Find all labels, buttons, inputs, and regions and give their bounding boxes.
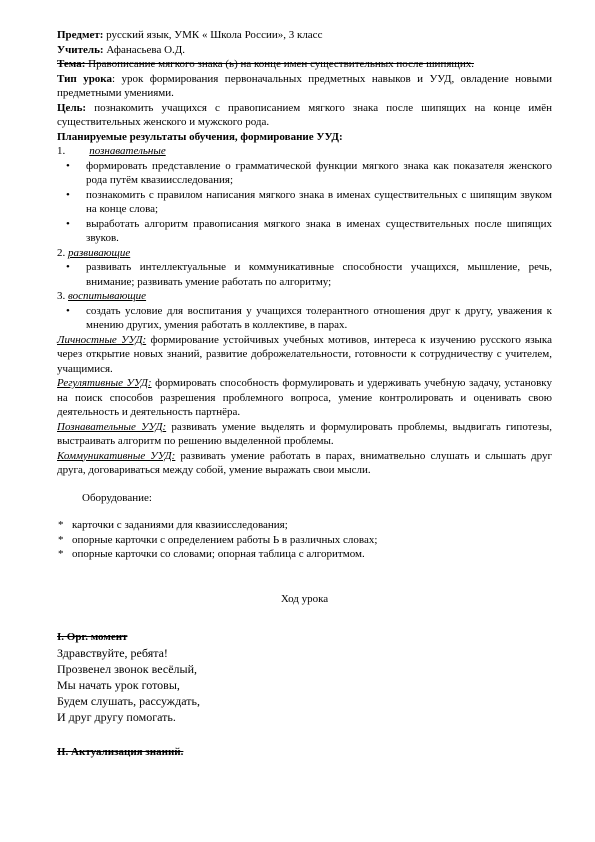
section-number: 2. xyxy=(57,246,66,259)
section-upbringing xyxy=(57,289,552,333)
uud-communicative xyxy=(57,449,552,478)
section-title-line xyxy=(57,289,552,304)
uud-personal xyxy=(57,333,552,377)
uud-label: Коммуникативные УУД: xyxy=(57,449,176,462)
list-item: * опорные карточки с определением работы Ь в различных словах; xyxy=(57,533,552,548)
teacher-line xyxy=(57,43,552,58)
goal-label: Цель: xyxy=(57,101,87,114)
lesson-type-value: : урок формирования первоначальных предметных навыков и УУД, овладение новыми предметными умениями. xyxy=(57,72,552,99)
list-item: • выработать алгоритм правописания мягкого знака в именах существительных после шипящих звуков. xyxy=(57,217,552,246)
bullet-list xyxy=(57,260,552,289)
section-cognitive xyxy=(57,144,552,246)
list-item: • создать условие для воспитания у учащихся толерантного отношения друг к другу, уважения к мнению других, умения работать в коллективе, в парах. xyxy=(57,304,552,333)
poem-line: Будем слушать, рассуждать, xyxy=(57,693,200,708)
uud-text: формировать способность формулировать и удерживать учебную задачу, установку на поиск способов разрешения проблемного вопроса, умение контролировать и оценивать свою деятельность и деятельность партнёра. xyxy=(57,377,552,418)
poem-line: И друг другу помогать. xyxy=(57,709,176,724)
stage2-title: II. Актуализация знаний. xyxy=(57,745,184,758)
lesson-type-line xyxy=(57,72,552,101)
section-number: 1. xyxy=(57,145,66,157)
poem xyxy=(57,661,552,725)
topic-value: Правописание мягкого знака (ь) на конце имен существительных после шипящих. xyxy=(85,58,474,70)
section-developing xyxy=(57,246,552,290)
poem-line: Прозвенел звонок весёлый, xyxy=(57,661,197,676)
list-item: * карточки с заданиями для квазиисследования; xyxy=(57,518,552,533)
subject-value: русский язык, УМК « Школа России», 3 класс xyxy=(103,29,323,41)
list-item: • формировать представление о грамматической функции мягкого знака как показателя женского рода путём квазиисследования; xyxy=(57,159,552,188)
equipment-list xyxy=(57,518,552,562)
section-title: развивающие xyxy=(68,246,131,259)
uud-label: Познавательные УУД: xyxy=(57,420,167,433)
lesson-plan-page xyxy=(57,28,552,759)
goal-value: познакомить учащихся с правописанием мягкого знака после шипящих на конце имён существительных женского и мужского рода. xyxy=(57,101,552,128)
uud-text: развивать умение работать в парах, вниматвельно слушать и слышать друг друга, договариваться между собой, умение выражать свои мысли. xyxy=(57,449,553,476)
section-title: воспитывающие xyxy=(68,290,147,302)
bullet-list xyxy=(57,159,552,246)
list-item: * опорные карточки со словами; опорная таблица с алгоритмом. xyxy=(57,547,552,562)
section-number: 3. xyxy=(57,290,66,302)
uud-cognitive xyxy=(57,420,552,449)
uud-text: формирование устойчивых учебных мотивов, интереса к изучению русского языка через открытие новых знаний, развитие доброжелательности, готовности к сотрудничеству с учителем, учащимися. xyxy=(57,333,552,375)
topic-label: Тема: xyxy=(57,58,86,70)
bullet-list xyxy=(57,304,552,333)
greeting: Здравствуйте, ребята! xyxy=(57,645,168,660)
results-heading: Планируемые результаты обучения, формирование УУД: xyxy=(57,130,343,143)
topic-line xyxy=(57,57,552,72)
section-title-line xyxy=(57,144,552,159)
teacher-label: Учитель: xyxy=(57,43,104,56)
uud-label: Личностные УУД: xyxy=(57,333,147,346)
subject-line xyxy=(57,28,552,43)
section-title: познавательные xyxy=(89,145,166,157)
teacher-value: Афанасьева О.Д. xyxy=(103,43,186,56)
subject-label: Предмет: xyxy=(57,29,104,41)
poem-line: Мы начать урок готовы, xyxy=(57,677,180,692)
list-item: • развивать интеллектуальные и коммуникативные способности учащихся, мышление, речь, внимание; развивать умение работать по алгоритму; xyxy=(57,260,552,289)
lesson-flow-title: Ход урока xyxy=(280,592,329,605)
goal-line xyxy=(57,101,552,130)
uud-regulatory xyxy=(57,376,552,420)
lesson-type-label: Тип урока xyxy=(57,72,112,85)
uud-text: развивать умение выделять и формулировать проблемы, выдвигать гипотезы, выстраивать алгоритм по решению выделенной проблемы. xyxy=(57,420,552,447)
equipment-title: Оборудование: xyxy=(82,491,152,504)
uud-label: Регулятивные УУД: xyxy=(57,377,152,389)
list-item: • познакомить с правилом написания мягкого знака в именах существительных с шипящим звуком на конце слова; xyxy=(57,188,552,217)
stage1-title: I. Орг. момент xyxy=(57,631,128,643)
section-title-line xyxy=(57,246,552,261)
